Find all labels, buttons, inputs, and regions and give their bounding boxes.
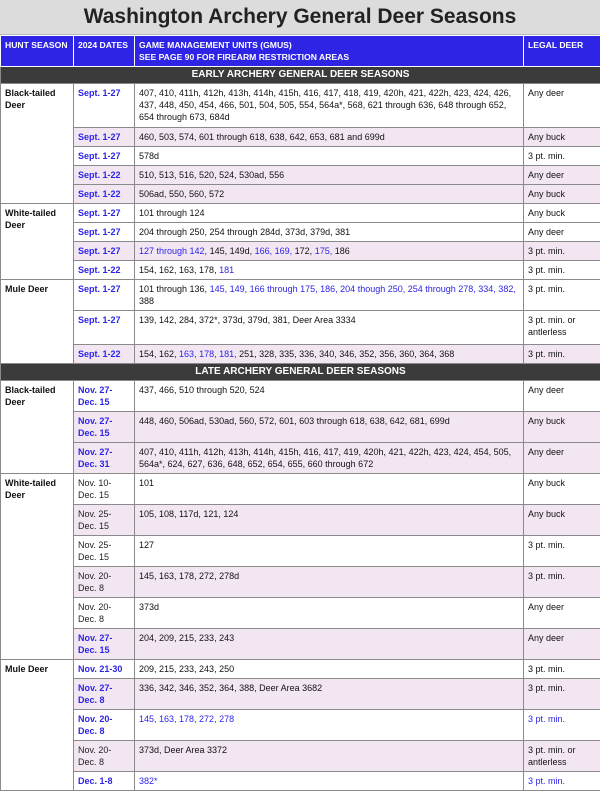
table-row: Nov. 27- Dec. 15 204, 209, 215, 233, 243 Any deer bbox=[1, 629, 600, 660]
table-header bbox=[1, 36, 600, 67]
season-mule-late: Mule Deer bbox=[1, 660, 74, 791]
deer-seasons-table bbox=[0, 35, 600, 791]
season-whitetail-late: White-tailed Deer bbox=[1, 474, 74, 660]
table-row: Nov. 20- Dec. 8 373d, Deer Area 3372 3 pt. min. or antlerless bbox=[1, 741, 600, 772]
table-row: Sept. 1-27 127 through 142, 145, 149d, 166, 169, 172, 175, 186 3 pt. min. bbox=[1, 242, 600, 261]
table-row: Sept. 1-22 506ad, 550, 560, 572 Any buck bbox=[1, 185, 600, 204]
page-title: Washington Archery General Deer Seasons bbox=[0, 0, 600, 35]
table-row: Nov. 25- Dec. 15 105, 108, 117d, 121, 124 Any buck bbox=[1, 505, 600, 536]
header-legal: LEGAL DEER bbox=[524, 36, 600, 67]
table-row: White-tailed Deer Nov. 10- Dec. 15 101 Any buck bbox=[1, 474, 600, 505]
header-gmu: GAME MANAGEMENT UNITS (GMUS) SEE PAGE 90 FOR FIREARM RESTRICTION AREAS bbox=[135, 36, 524, 67]
table-row: Nov. 27- Dec. 31 407, 410, 411h, 412h, 413h, 414h, 415h, 416, 417, 419, 420h, 421, 422h, 423, 424, 454, 505, 564a*, 624, 627, 636, 648, 652, 654, 655, 660 through 672 Any deer bbox=[1, 443, 600, 474]
table-row: Dec. 1-8 382* 3 pt. min. bbox=[1, 772, 600, 791]
table-row: Mule Deer Nov. 21-30 209, 215, 233, 243, 250 3 pt. min. bbox=[1, 660, 600, 679]
table-row: Nov. 20- Dec. 8 373d Any deer bbox=[1, 598, 600, 629]
table-row: Sept. 1-27 204 through 250, 254 through 284d, 373d, 379d, 381 Any deer bbox=[1, 223, 600, 242]
section-early: EARLY ARCHERY GENERAL DEER SEASONS bbox=[1, 67, 600, 84]
table-row: Black-tailed Deer Sept. 1-27 407, 410, 411h, 412h, 413h, 414h, 415h, 416, 417, 418, 419, 420h, 421, 422h, 423, 424, 426, 437, 448, 450, 454, 466, 501, 504, 505, 554, 564a*, 568, 621 through 636, 648 through 652, 654 through 673, 684d Any deer bbox=[1, 84, 600, 128]
table-row: Nov. 27- Dec. 8 336, 342, 346, 352, 364, 388, Deer Area 3682 3 pt. min. bbox=[1, 679, 600, 710]
table-row: Black-tailed Deer Nov. 27- Dec. 15 437, 466, 510 through 520, 524 Any deer bbox=[1, 381, 600, 412]
table-row: Nov. 25- Dec. 15 127 3 pt. min. bbox=[1, 536, 600, 567]
table-row: Sept. 1-22 154, 162, 163, 178, 181 3 pt. min. bbox=[1, 261, 600, 280]
table-row: Mule Deer Sept. 1-27 101 through 136, 145, 149, 166 through 175, 186, 204 though 250, 254 through 278, 334, 382, 388 3 pt. min. bbox=[1, 280, 600, 311]
table-row: Sept. 1-27 139, 142, 284, 372*, 373d, 379d, 381, Deer Area 3334 3 pt. min. or antlerless bbox=[1, 311, 600, 345]
table-row: Sept. 1-27 460, 503, 574, 601 through 618, 638, 642, 653, 681 and 699d Any buck bbox=[1, 128, 600, 147]
season-mule: Mule Deer bbox=[1, 280, 74, 364]
table-row: Sept. 1-27 578d 3 pt. min. bbox=[1, 147, 600, 166]
season-blacktail: Black-tailed Deer bbox=[1, 84, 74, 204]
header-dates: 2024 DATES bbox=[74, 36, 135, 67]
table-row: White-tailed Deer Sept. 1-27 101 through 124 Any buck bbox=[1, 204, 600, 223]
season-blacktail-late: Black-tailed Deer bbox=[1, 381, 74, 474]
section-late: LATE ARCHERY GENERAL DEER SEASONS bbox=[1, 364, 600, 381]
season-whitetail: White-tailed Deer bbox=[1, 204, 74, 280]
table-row: Nov. 27- Dec. 15 448, 460, 506ad, 530ad, 560, 572, 601, 603 through 618, 638, 642, 681, 699d Any buck bbox=[1, 412, 600, 443]
table-row: Nov. 20- Dec. 8 145, 163, 178, 272, 278 3 pt. min. bbox=[1, 710, 600, 741]
table-row: Nov. 20- Dec. 8 145, 163, 178, 272, 278d 3 pt. min. bbox=[1, 567, 600, 598]
table-row: Sept. 1-22 154, 162, 163, 178, 181, 251, 328, 335, 336, 340, 346, 352, 356, 360, 364, 368 3 pt. min. bbox=[1, 345, 600, 364]
header-season: HUNT SEASON bbox=[1, 36, 74, 67]
table-row: Sept. 1-22 510, 513, 516, 520, 524, 530ad, 556 Any deer bbox=[1, 166, 600, 185]
